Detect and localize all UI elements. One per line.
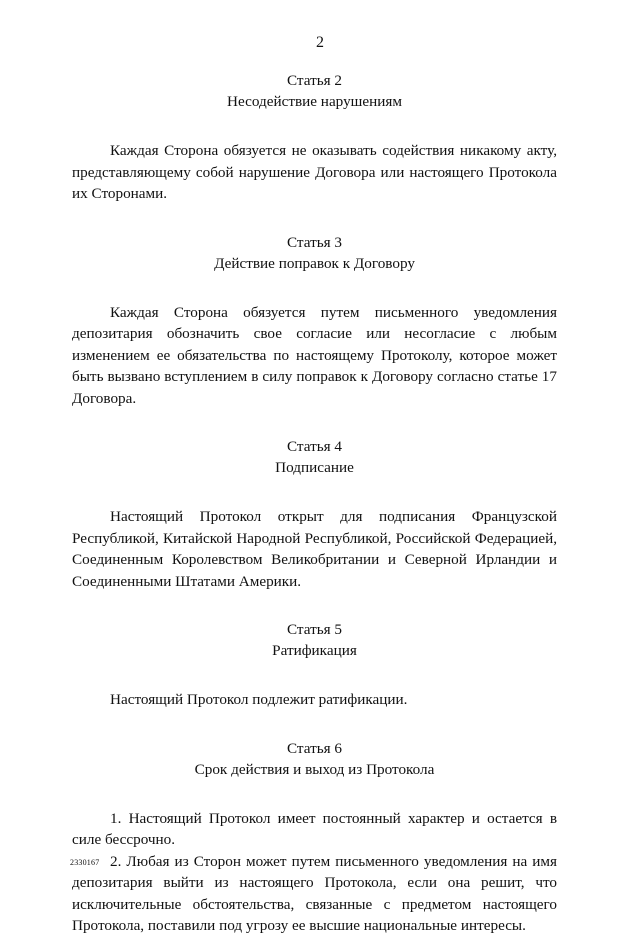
- document-code: 2330167: [70, 858, 100, 867]
- article-paragraph: Настоящий Протокол подлежит ратификации.: [110, 691, 408, 708]
- article-2: [72, 70, 557, 205]
- article-title: Действие поправок к Договору: [214, 254, 415, 272]
- article-5: [72, 619, 557, 711]
- article-3: [72, 232, 557, 410]
- article-6: [72, 738, 557, 937]
- article-title: Срок действия и выход из Протокола: [194, 760, 435, 778]
- article-title: Несодействие нарушениям: [227, 93, 402, 110]
- document-body: [72, 70, 557, 937]
- article-4: [72, 436, 557, 592]
- article-paragraph: Настоящий Протокол открыт для подписания Французской Республикой, Китайской Народной Республикой, Российской Федерацией, Соединенным Королевством Великобритании и Северной Ирландии и Соединенными Штатами Америки.: [72, 508, 557, 590]
- article-number: Статья 3: [286, 233, 343, 251]
- article-paragraph: Каждая Сторона обязуется путем письменного уведомления депозитария обозначить свое согласие или несогласие с любым изменением ее обязательства по настоящему Протоколу, которое может быть вызвано вступлением в силу поправок к Договору согласно статье 17 Договора.: [72, 303, 557, 407]
- article-paragraph: 1. Настоящий Протокол имеет постоянный характер и остается в силе бессрочно.: [72, 809, 557, 848]
- article-title: Подписание: [275, 459, 354, 476]
- article-number: Статья 5: [286, 621, 343, 638]
- page-number: 2: [316, 34, 324, 51]
- article-number: Статья 6: [286, 739, 343, 757]
- article-paragraph: Каждая Сторона обязуется не оказывать содействия никакому акту, представляющему собой нарушение Договора или настоящего Протокола их Сторонами.: [72, 142, 557, 202]
- article-number: Статья 2: [286, 72, 343, 89]
- article-number: Статья 4: [286, 438, 343, 455]
- article-title: Ратификация: [272, 642, 357, 659]
- article-paragraph: 2. Любая из Сторон может путем письменного уведомления на имя депозитария выйти из настоящего Протокола, если она решит, что исключительные обстоятельства, связанные с предметом настоящего Протокола, поставили под угрозу ее высшие национальные интересы.: [72, 852, 557, 934]
